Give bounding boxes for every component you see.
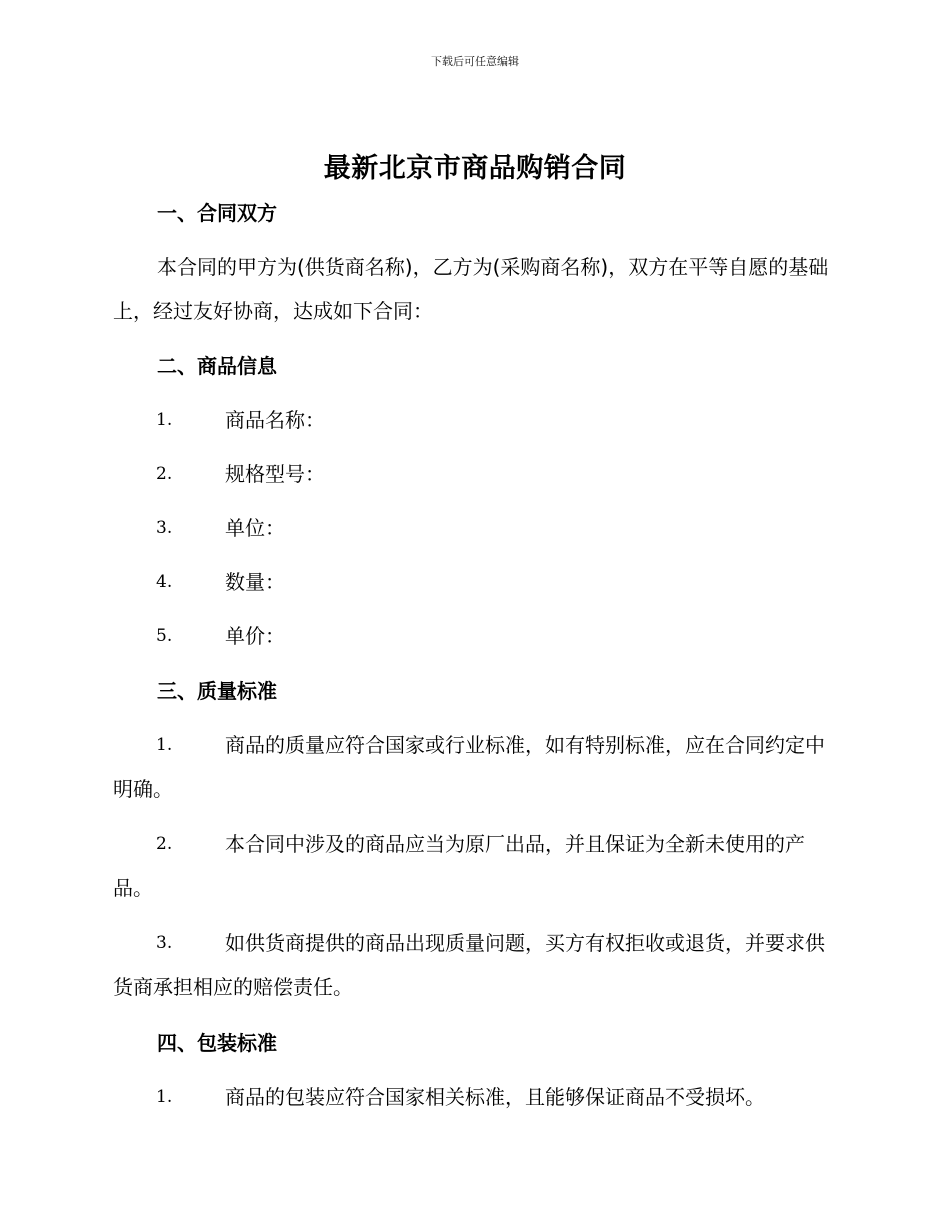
list-number: 5. [156,626,173,646]
list-number: 1. [156,1087,173,1107]
list-number: 4. [156,572,173,592]
list-text: 规格型号： [225,462,325,486]
list-number: 3. [156,933,173,953]
list-number: 2. [156,834,173,854]
list-number: 3. [156,518,173,538]
list-number: 2. [156,464,173,484]
list-text: 本合同中涉及的商品应当为原厂出品，并且保证为全新未使用的产品。 [113,832,805,900]
list-item [113,921,843,1009]
list-text: 商品的质量应符合国家或行业标准，如有特别标准，应在合同约定中明确。 [113,733,825,801]
list-text: 单价： [225,624,285,648]
list-text: 如供货商提供的商品出现质量问题，买方有权拒收或退货，并要求供货商承担相应的赔偿责任。 [113,931,825,999]
section-heading-product-info: 二、商品信息 [157,354,277,378]
document-title: 最新北京市商品购销合同 [323,153,627,184]
page-header-note: 下载后可任意编辑 [431,55,519,68]
list-item [113,506,843,550]
section-heading-packaging-standard: 四、包装标准 [157,1031,277,1055]
list-text: 数量： [225,570,285,594]
list-text: 商品的包装应符合国家相关标准，且能够保证商品不受损坏。 [225,1085,765,1109]
section-paragraph-parties: 本合同的甲方为(供货商名称)，乙方为(采购商名称)，双方在平等自愿的基础上，经过友好协商，达成如下合同： [113,255,829,323]
list-text: 商品名称： [225,408,325,432]
list-item [113,822,843,910]
list-item [113,614,843,658]
list-item [113,723,843,811]
list-item [113,560,843,604]
section-heading-quality-standard: 三、质量标准 [157,679,277,703]
list-item [113,452,843,496]
section-heading-parties: 一、合同双方 [157,201,277,225]
list-item [113,1075,843,1119]
list-text: 单位： [225,516,285,540]
list-number: 1. [156,410,173,430]
list-item [113,398,843,442]
list-number: 1. [156,735,173,755]
